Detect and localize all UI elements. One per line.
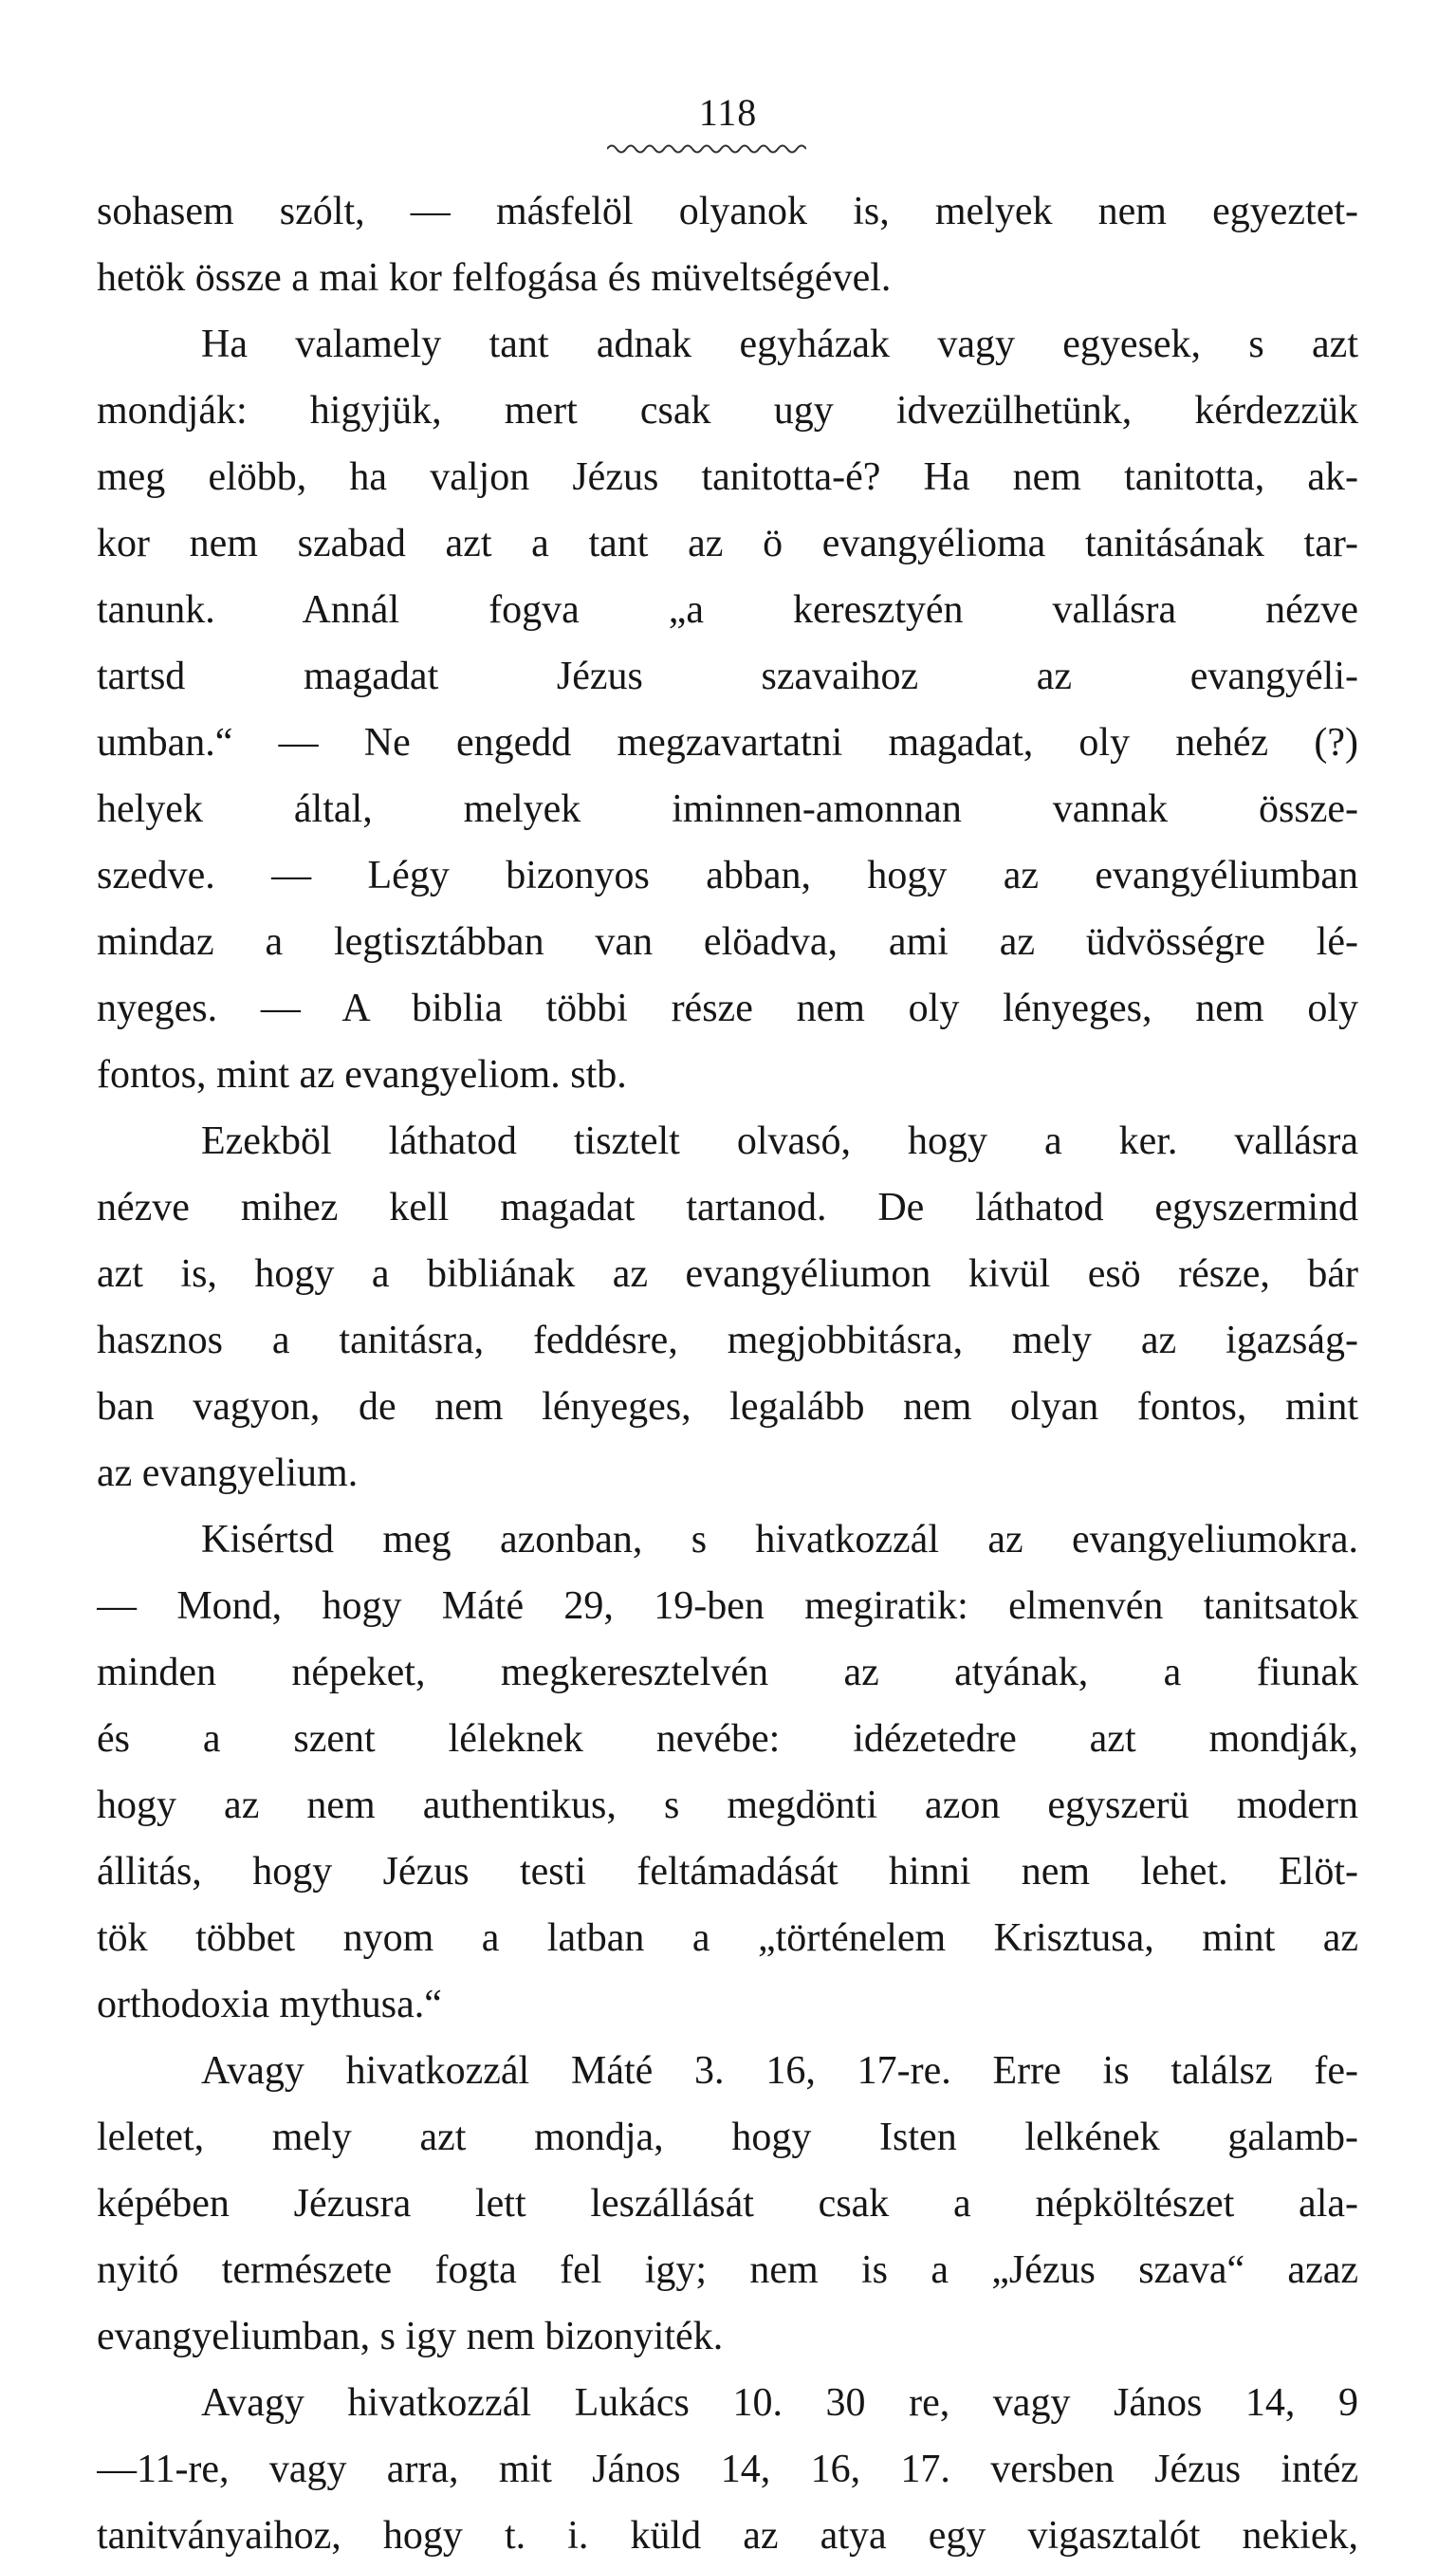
text-line: ban vagyon, de nem lényeges, legalább nem olyan fontos, mint [97,1385,1358,1429]
text-line: nézve mihez kell magadat tartanod. De láthatod egyszermind [97,1186,1358,1229]
text-line: Avagy hivatkozzál Máté 3. 16, 17-re. Erre is találsz fe- [201,2049,1358,2093]
text-line: Ha valamely tant adnak egyházak vagy egyesek, s azt [201,323,1358,366]
text-line: orthodoxia mythusa.“ [97,1983,442,2026]
text-line: szedve. — Légy bizonyos abban, hogy az evangyéliumban [97,854,1358,897]
text-line: nyeges. — A biblia többi része nem oly lényeges, nem oly [97,987,1358,1030]
text-line: fontos, mint az evangyeliom. stb. [97,1053,627,1097]
text-line: Avagy hivatkozzál Lukács 10. 30 re, vagy János 14, 9 [201,2381,1358,2425]
body-text [97,178,1358,2569]
text-line: hetök össze a mai kor felfogása és müveltségével. [97,256,892,300]
page-number-ornament [607,142,806,156]
text-line: meg elöbb, ha valjon Jézus tanitotta-é? Ha nem tanitotta, ak- [97,455,1358,499]
text-line: mondják: higyjük, mert csak ugy idvezülhetünk, kérdezzük [97,389,1358,433]
text-line: kor nem szabad azt a tant az ö evangyélioma tanitásának tar- [97,522,1358,565]
text-line: leletet, mely azt mondja, hogy Isten lelkének galamb- [97,2116,1358,2159]
text-line: evangyeliumban, s igy nem bizonyiték. [97,2315,724,2358]
text-line: az evangyelium. [97,1451,359,1495]
text-line: — Mond, hogy Máté 29, 19-ben megiratik: elmenvén tanitsatok [97,1584,1358,1628]
text-line: sohasem szólt, — másfelöl olyanok is, melyek nem egyeztet- [97,190,1358,233]
text-line: hogy az nem authentikus, s megdönti azon egyszerü modern [97,1784,1358,1827]
text-line: azt is, hogy a bibliának az evangyéliumon kivül esö része, bár [97,1252,1358,1296]
text-line: állitás, hogy Jézus testi feltámadását hinni nem lehet. Elöt- [97,1850,1358,1894]
text-line: hasznos a tanitásra, feddésre, megjobbitásra, mely az igazság- [97,1319,1358,1362]
text-line: tök többet nyom a latban a „történelem Krisztusa, mint az [97,1916,1358,1960]
text-line: nyitó természete fogta fel igy; nem is a „Jézus szava“ azaz [97,2248,1358,2292]
text-line: minden népeket, megkeresztelvén az atyának, a fiunak [97,1651,1358,1694]
text-line: képében Jézusra lett leszállását csak a népköltészet ala- [97,2182,1358,2226]
text-line: Ezekböl láthatod tisztelt olvasó, hogy a ker. vallásra [201,1119,1358,1163]
text-line: tartsd magadat Jézus szavaihoz az evangyéli- [97,655,1358,698]
text-line: umban.“ — Ne engedd megzavartatni magadat, oly nehéz (?) [97,721,1358,765]
text-line: és a szent léleknek nevébe: idézetedre azt mondják, [97,1717,1358,1761]
text-line: tanunk. Annál fogva „a keresztyén vallásra nézve [97,588,1358,632]
text-line: mindaz a legtisztábban van elöadva, ami az üdvösségre lé- [97,920,1358,964]
page-number: 118 [698,91,758,134]
text-line: helyek által, melyek iminnen-amonnan vannak össze- [97,787,1358,831]
text-line: tanitványaihoz, hogy t. i. küld az atya egy vigasztalót nekiek, [97,2514,1358,2558]
text-line: —11-re, vagy arra, mit János 14, 16, 17. versben Jézus intéz [97,2448,1358,2491]
text-line: Kisértsd meg azonban, s hivatkozzál az evangyeliumokra. [201,1518,1358,1562]
